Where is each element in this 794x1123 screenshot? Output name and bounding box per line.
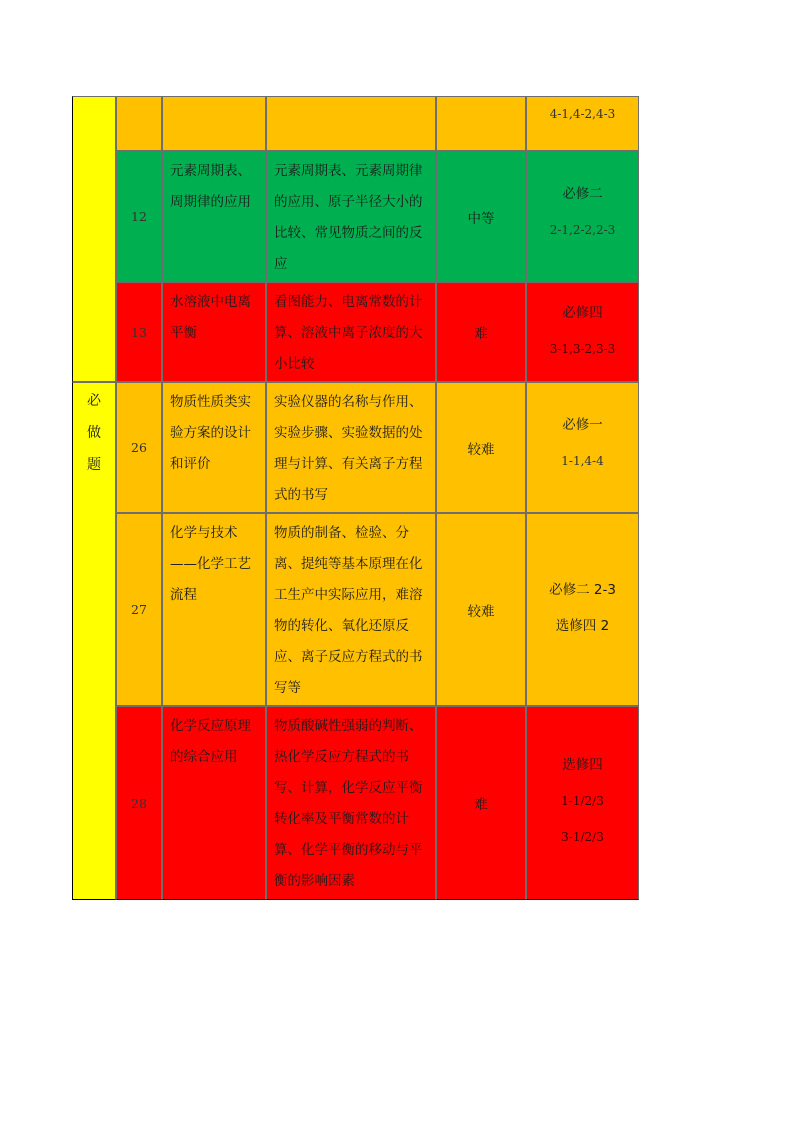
row-12-points: 元素周期表、元素周期律的应用、原子半径大小的比较、常见物质之间的反应: [266, 151, 436, 282]
row-28-ref-line: 选修四: [562, 757, 603, 773]
row-13-ref-line: 3-1,3-2,3-3: [549, 342, 616, 356]
section-label-char: 必: [87, 393, 101, 409]
row-12-ref: [526, 151, 639, 282]
row-28-difficulty: 难: [436, 706, 526, 900]
row-13-number: 13: [116, 282, 162, 382]
row-26-ref: [526, 382, 639, 513]
row-26-topic: 物质性质类实验方案的设计和评价: [162, 382, 266, 513]
exam-analysis-table: [72, 96, 639, 900]
row-27-points: 物质的制备、检验、分离、提纯等基本原理在化工生产中实际应用，难溶物的转化、氧化还原反应、离子反应方程式的书写等: [266, 513, 436, 706]
row-27-ref: [526, 513, 639, 706]
row-0-difficulty: [436, 96, 526, 151]
row-0-topic: [162, 96, 266, 151]
row-13-topic: 水溶液中电离平衡: [162, 282, 266, 382]
row-12-ref-line: 2-1,2-2,2-3: [549, 223, 616, 237]
section-label-char: 题: [87, 457, 101, 473]
row-26-ref-line: 必修一: [562, 417, 603, 433]
row-12-topic: 元素周期表、周期律的应用: [162, 151, 266, 282]
row-0-ref-line: 4-1,4-2,4-3: [549, 107, 616, 121]
row-28-ref: [526, 706, 639, 900]
section-cell-top: [72, 96, 116, 382]
row-12-number: 12: [116, 151, 162, 282]
row-26-ref-line: 1-1,4-4: [561, 454, 604, 468]
row-26-difficulty: 较难: [436, 382, 526, 513]
row-13-ref: [526, 282, 639, 382]
section-cell-required: [72, 382, 116, 900]
row-27-ref-line: 必修二 2-3: [549, 582, 616, 598]
row-26-points: 实验仪器的名称与作用、实验步骤、实验数据的处理与计算、有关离子方程式的书写: [266, 382, 436, 513]
row-27-number: 27: [116, 513, 162, 706]
row-28-number: 28: [116, 706, 162, 900]
row-0-points: [266, 96, 436, 151]
row-12-difficulty: 中等: [436, 151, 526, 282]
row-27-ref-line: 选修四 2: [555, 618, 610, 634]
row-13-difficulty: 难: [436, 282, 526, 382]
row-26-number: 26: [116, 382, 162, 513]
section-label-char: 做: [87, 425, 101, 441]
row-27-topic: 化学与技术——化学工艺流程: [162, 513, 266, 706]
row-13-ref-line: 必修四: [562, 305, 603, 321]
row-13-points: 看图能力、电离常数的计算、溶液中离子浓度的大小比较: [266, 282, 436, 382]
row-12-ref-line: 必修二: [562, 186, 603, 202]
row-28-topic: 化学反应原理的综合应用: [162, 706, 266, 900]
row-0-ref: [526, 96, 639, 151]
row-27-difficulty: 较难: [436, 513, 526, 706]
row-28-ref-line: 1-1/2/3: [561, 794, 604, 808]
row-28-points: 物质酸碱性强弱的判断、热化学反应方程式的书写、计算，化学反应平衡转化率及平衡常数的计算、化学平衡的移动与平衡的影响因素: [266, 706, 436, 900]
row-28-ref-line: 3-1/2/3: [561, 830, 604, 844]
row-0-number: [116, 96, 162, 151]
